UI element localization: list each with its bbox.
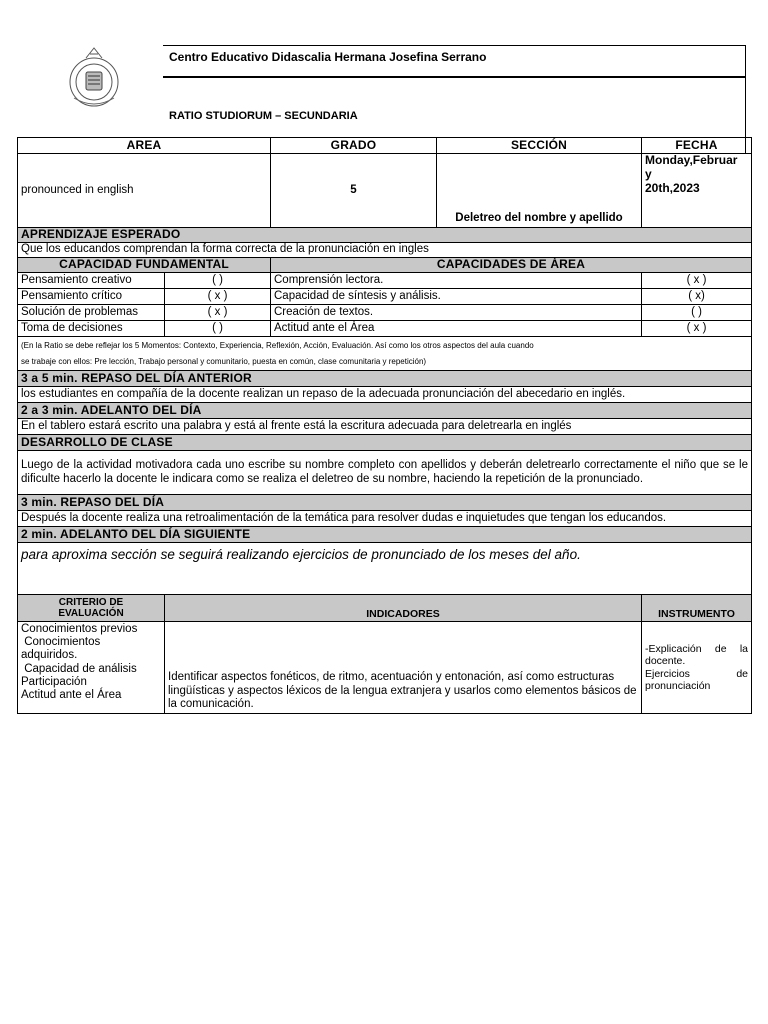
siguiente-title: 2 min. ADELANTO DEL DÍA SIGUIENTE bbox=[18, 527, 752, 543]
note-line-1: (En la Ratio se debe reflejar los 5 Momentos: Contexto, Experiencia, Reflexión, Acción, Evaluación. Así como los otros aspectos del aula cuando bbox=[21, 340, 534, 350]
fecha-label: FECHA bbox=[642, 138, 752, 154]
instrumento-title: INSTRUMENTO bbox=[642, 595, 752, 622]
capacidad-fundamental-title: CAPACIDAD FUNDAMENTAL bbox=[18, 258, 271, 273]
cap-fund-mark-2: ( x ) bbox=[165, 289, 271, 305]
fecha-line3: 20th,2023 bbox=[645, 180, 700, 195]
desarrollo-title: DESARROLLO DE CLASE bbox=[18, 435, 752, 451]
criterio-item: Capacidad de análisis bbox=[21, 662, 137, 675]
area-value: pronounced in english bbox=[18, 154, 271, 228]
cap-area-2: Capacidad de síntesis y análisis. bbox=[271, 289, 642, 305]
cap-area-mark-2: ( x) bbox=[642, 289, 752, 305]
criterios-list bbox=[18, 622, 165, 714]
indicadores-title: INDICADORES bbox=[165, 595, 642, 622]
header-divider bbox=[163, 76, 746, 78]
criterio-item: Conocimientos bbox=[21, 636, 101, 649]
siguiente-text: para aproxima sección se seguirá realizando ejercicios de pronunciado de los meses del año. bbox=[18, 543, 752, 595]
grado-value: 5 bbox=[271, 154, 437, 228]
note-line-2: se trabaje con ellos: Pre lección, Trabajo personal y comunitario, puesta en común, clase comunitaria y repetición) bbox=[21, 356, 427, 366]
adelanto-text: En el tablero estará escrito una palabra y está al frente está la escritura adecuada para deletrearla en inglés bbox=[18, 419, 752, 435]
criterio-item: Conocimientos previos bbox=[21, 623, 138, 635]
adelanto-title: 2 a 3 min. ADELANTO DEL DÍA bbox=[18, 403, 752, 419]
cap-fund-1: Pensamiento creativo bbox=[18, 273, 165, 289]
instrumento-line-1: -Explicación de la docente. bbox=[645, 643, 748, 668]
desarrollo-text: Luego de la actividad motivadora cada uno escribe su nombre completo con apellidos y deberán deletrearlo correctamente el niño que se le dificulte hacerlo la docente le indicara como se realiza el deletreo de su nombre, haciendo la repetición de la pronunciado. bbox=[18, 451, 752, 495]
instrumento-text bbox=[642, 622, 752, 714]
indicadores-text: Identificar aspectos fonéticos, de ritmo, acentuación y entonación, así como estructuras lingüísticas y aspectos léxicos de la lengua extranjera y usarlos como elementos básicos de la comunicación. bbox=[165, 622, 642, 714]
cap-fund-3: Solución de problemas bbox=[18, 305, 165, 321]
school-name: Centro Educativo Didascalia Hermana Josefina Serrano bbox=[169, 50, 487, 64]
seccion-value: Deletreo del nombre y apellido bbox=[437, 154, 642, 228]
cap-area-mark-1: ( x ) bbox=[642, 273, 752, 289]
cap-area-mark-4: ( x ) bbox=[642, 321, 752, 337]
cap-area-4: Actitud ante el Área bbox=[271, 321, 642, 337]
seccion-label: SECCIÓN bbox=[437, 138, 642, 154]
school-seal-logo bbox=[64, 44, 124, 112]
cap-fund-2: Pensamiento crítico bbox=[18, 289, 165, 305]
criterio-item: Participación bbox=[21, 675, 87, 688]
cap-area-3: Creación de textos. bbox=[271, 305, 642, 321]
cap-area-1: Comprensión lectora. bbox=[271, 273, 642, 289]
aprendizaje-title: APRENDIZAJE ESPERADO bbox=[18, 228, 752, 243]
instrumento-line-2: Ejercicios de pronunciación bbox=[645, 667, 748, 692]
criterio-item: Actitud ante el Área bbox=[21, 689, 122, 702]
criterio-title-2: EVALUACIÓN bbox=[58, 608, 124, 619]
cap-fund-mark-1: ( ) bbox=[165, 273, 271, 289]
fecha-value bbox=[642, 154, 752, 228]
lesson-plan-table bbox=[17, 137, 752, 714]
cap-fund-4: Toma de decisiones bbox=[18, 321, 165, 337]
capacidades-area-title: CAPACIDADES DE ÁREA bbox=[271, 258, 752, 273]
cap-fund-mark-4: ( ) bbox=[165, 321, 271, 337]
fecha-line2: y bbox=[645, 166, 652, 181]
aprendizaje-text: Que los educandos comprendan la forma correcta de la pronunciación en ingles bbox=[18, 243, 752, 258]
repaso-text: Después la docente realiza una retroalimentación de la temática para resolver dudas e inquietudes que tengan los educandos. bbox=[18, 511, 752, 527]
area-label: AREA bbox=[18, 138, 271, 154]
repaso-title: 3 min. REPASO DEL DÍA bbox=[18, 495, 752, 511]
momentos-note bbox=[18, 337, 752, 371]
cap-area-mark-3: ( ) bbox=[642, 305, 752, 321]
criterio-title-1: CRITERIO DE bbox=[58, 597, 124, 608]
cap-fund-mark-3: ( x ) bbox=[165, 305, 271, 321]
grado-label: GRADO bbox=[271, 138, 437, 154]
repaso-anterior-text: los estudiantes en compañía de la docente realizan un repaso de la adecuada pronunciación del abecedario en inglés. bbox=[18, 387, 752, 403]
fecha-line1: Monday,Februar bbox=[645, 153, 738, 167]
repaso-anterior-title: 3 a 5 min. REPASO DEL DÍA ANTERIOR bbox=[18, 371, 752, 387]
criterio-title bbox=[18, 595, 165, 622]
document-subtitle: RATIO STUDIORUM – SECUNDARIA bbox=[169, 110, 358, 122]
criterio-item: adquiridos. bbox=[21, 649, 78, 662]
